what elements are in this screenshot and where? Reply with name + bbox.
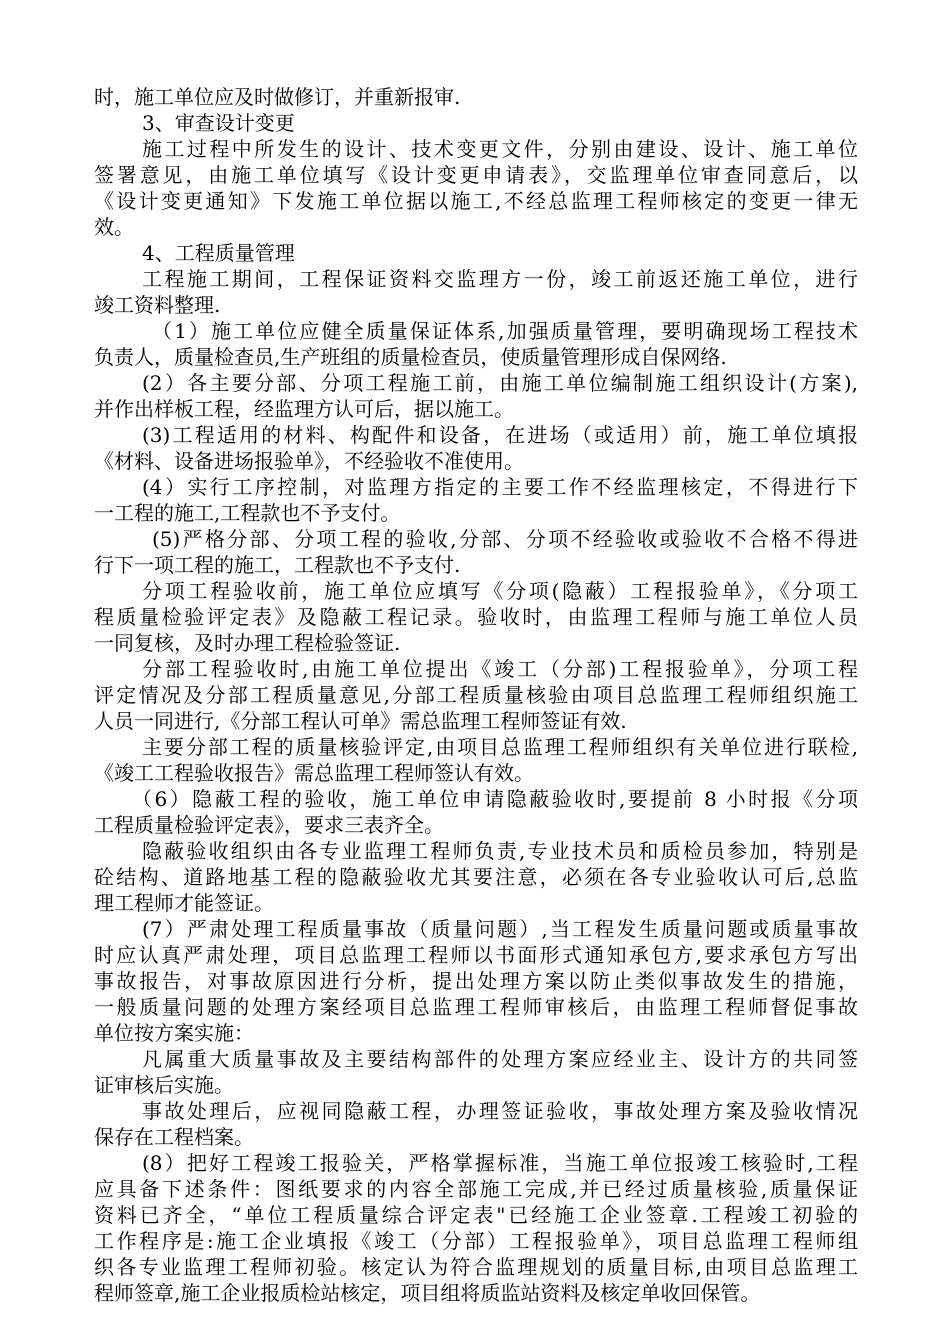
text-line: 工作程序是:施工企业填报《竣工（分部）工程报验单》，项目总监理工程师组 (94, 1229, 858, 1253)
text-line: 4、工程质量管理 (142, 241, 295, 265)
text-line: 人员一同进行,《分部工程认可单》需总监理工程师签证有效. (94, 709, 627, 733)
text-line: 评定情况及分部工程质量意见,分部工程质量核验由项目总监理工程师组织施工 (94, 683, 858, 707)
text-line: 保存在工程档案。 (94, 1125, 254, 1149)
text-line: 行下一项工程的施工，工程款也不予支付. (94, 553, 461, 577)
text-line: 理工程师才能签证。 (94, 891, 274, 915)
text-line: (3)工程适用的材料、构配件和设备，在进场（或适用）前，施工单位填报 (142, 423, 858, 447)
text-line: 程师签章,施工企业报质检站核定，项目组将质监站资料及核定单收回保管。 (94, 1281, 761, 1305)
text-line: 凡属重大质量事故及主要结构部件的处理方案应经业主、设计方的共同签 (142, 1047, 858, 1071)
text-line: (5)严格分部、分项工程的验收,分部、分项不经验收或验收不合格不得进 (152, 527, 858, 551)
text-line: 时应认真严肃处理，项目总监理工程师以书面形式通知承包方,要求承包方写出 (94, 943, 858, 967)
text-line: 工程施工期间，工程保证资料交监理方一份，竣工前返还施工单位，进行 (142, 267, 858, 291)
text-line: 应具备下述条件：图纸要求的内容全部施工完成,并已经过质量核验,质量保证 (94, 1177, 858, 1201)
text-line: 事故处理后，应视同隐蔽工程，办理签证验收，事故处理方案及验收情况 (142, 1099, 858, 1123)
text-line: 《竣工工程验收报告》需总监理工程师签认有效。 (94, 761, 534, 785)
text-line: （1）施工单位应健全质量保证体系,加强质量管理，要明确现场工程技术 (152, 319, 858, 343)
text-line: (8）把好工程竣工报验关，严格掌握标准，当施工单位报竣工核验时,工程 (142, 1151, 858, 1175)
text-line: 证审核后实施。 (94, 1073, 234, 1097)
text-line: 签署意见，由施工单位填写《设计变更申请表》，交监理单位审查同意后，以 (94, 163, 858, 187)
text-line: 单位按方案实施： (94, 1021, 254, 1045)
text-line: 并作出样板工程，经监理方认可后，据以施工。 (94, 397, 514, 421)
text-line: 分部工程验收时,由施工单位提出《竣工（分部)工程报验单》，分项工程 (142, 657, 858, 681)
text-line: 砼结构、道路地基工程的隐蔽验收尤其要注意，必须在各专业验收认可后,总监 (94, 865, 858, 889)
text-line: 3、审查设计变更 (142, 111, 295, 135)
text-line: 《材料、设备进场报验单》，不经验收不准使用。 (94, 449, 524, 473)
text-line: 资料已齐全，“单位工程质量综合评定表"已经施工企业签章.工程竣工初验的 (94, 1203, 858, 1227)
text-line: 事故报告，对事故原因进行分析，提出处理方案以防止类似事故发生的措施， (94, 969, 858, 993)
text-line: 施工过程中所发生的设计、技术变更文件，分别由建设、设计、施工单位 (142, 137, 858, 161)
text-line: 效。 (94, 215, 134, 239)
text-line: 程质量检验评定表》及隐蔽工程记录。验收时，由监理工程师与施工单位人员 (94, 605, 858, 629)
text-line: 一同复核，及时办理工程检验签证. (94, 631, 401, 655)
text-line: (2）各主要分部、分项工程施工前，由施工单位编制施工组织设计(方案), (142, 371, 858, 395)
text-line: （6）隐蔽工程的验收，施工单位申请隐蔽验收时,要提前 8 小时报《分项 (132, 787, 858, 811)
text-line: (7）严肃处理工程质量事故（质量问题）,当工程发生质量问题或质量事故 (142, 917, 858, 941)
text-line: 时，施工单位应及时做修订，并重新报审. (94, 85, 461, 109)
text-line: 竣工资料整理. (94, 293, 221, 317)
text-line: 织各专业监理工程师初验。核定认为符合监理规划的质量目标,由项目总监理工 (94, 1255, 858, 1279)
text-line: 分项工程验收前，施工单位应填写《分项(隐蔽）工程报验单》，《分项工 (142, 579, 858, 603)
text-line: 一般质量问题的处理方案经项目总监理工程师审核后，由监理工程师督促事故 (94, 995, 858, 1019)
text-line: (4）实行工序控制，对监理方指定的主要工作不经监理核定，不得进行下 (142, 475, 858, 499)
document-body (94, 84, 858, 1306)
text-line: 负责人，质量检查员,生产班组的质量检查员，使质量管理形成自保网络. (94, 345, 727, 369)
text-line: 主要分部工程的质量核验评定,由项目总监理工程师组织有关单位进行联检, (142, 735, 858, 759)
text-line: 《设计变更通知》下发施工单位据以施工,不经总监理工程师核定的变更一律无 (94, 189, 858, 213)
text-line: 隐蔽验收组织由各专业监理工程师负责,专业技术员和质检员参加，特别是 (142, 839, 858, 863)
text-line: 一工程的施工,工程款也不予支付。 (94, 501, 401, 525)
text-line: 工程质量检验评定表》，要求三表齐全。 (94, 813, 444, 837)
